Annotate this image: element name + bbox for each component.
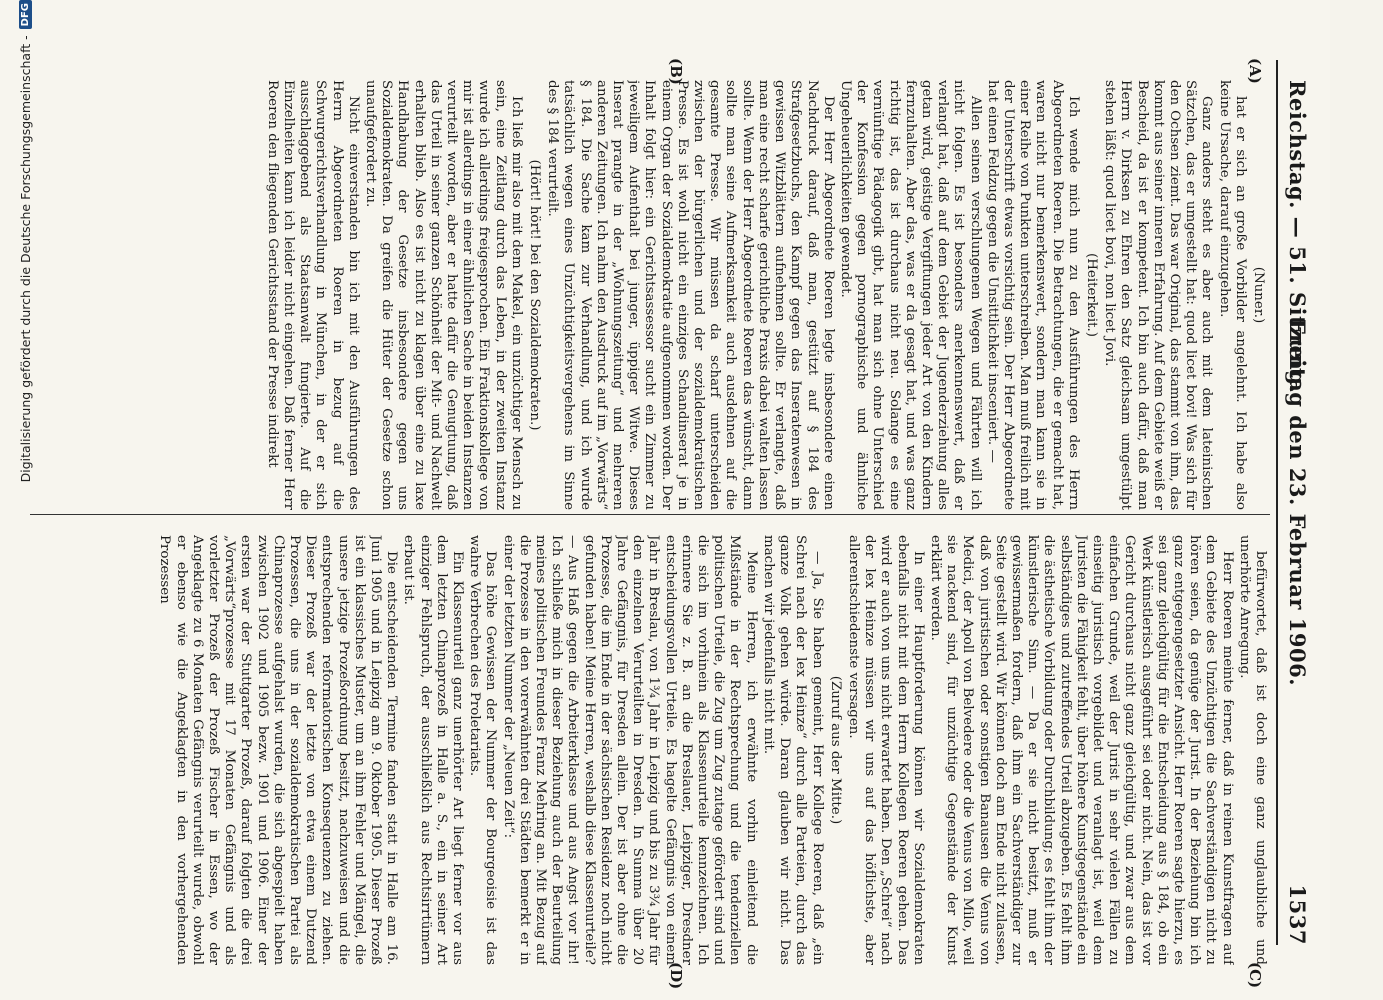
margin-mark-c: (C) [1246,962,1264,989]
interjection: (Zuruf aus der Mitte.) [827,675,843,825]
paragraph: befürwortet, daß ist doch eine ganz unglaubliche und unerhörte Anregung. [1236,535,1268,965]
header-session: Reichstag. — 51. Sitzung. [1285,80,1310,394]
column-divider [30,514,1270,515]
paragraph: — Ja, Sie haben gemeint, Herr Kollege Roeren, daß „ein Schrei nach der lex Heinze“ durch alle Parteien, durch das ganze Volk gehen würde. Daran glauben wir nicht. Das machen wir jedenfalls nicht mit. [760,535,825,965]
left-column [28,80,1268,510]
paragraph: Nicht einverstanden bin ich mit den Ausführungen des Herrn Abgeordneten Roeren in bezug auf die Schwurgerichtsverhandlung in München, in der er sich ausschlaggebend als Staatsanwalt fungierte. Auf die Einzelheiten kann ich leider nicht eingehen. Daß ferner Herr Roeren den fliegenden Gerichtsstand der Presse indirekt [264,80,361,510]
paragraph: Ganz anders steht es aber auch mit dem lateinischen Sätzchen, das er umgestellt hat: quod licet bovi! Was sich für den Ochsen ziemt. Das war Original, das stammt von ihm, das kommt aus seiner inneren Erfahrung. Auf dem Gebiete weiß er Bescheid, da ist er kompetent. Ich bin auch dafür, daß man Herrn v. Dirksen zu Ehren den Satz gleichsam umgestülpt stehen läßt: quod licet bovi, non licet Jovi. [1102,80,1215,510]
paragraph: hat er sich an große Vorbilder angelehnt. Ich habe also keine Ursache, darauf einzugehen. [1216,80,1248,510]
margin-mark-d: (D) [667,962,685,990]
speaker-label: (Nuner.) [1251,266,1266,324]
paragraph: Meine Herren, ich erwähnte vorhin einleitend die Mißstände in der Rechtsprechung und die tendenziellen politischen Urteile, die Zug um Zug zutage gefördert sind und die sich im vorhinein als Klassenurteile kennzeichnen. Ich erinnere Sie z. B. an die Breslauer, Leipziger, Dresdner entscheidungsvollen Urteile. Es hagelte Gefängnis von einem Jahr in Breslau, von 1¾ Jahr in Leipzig und bis zu 3¾ Jahr für den einzelnen Verurteilten in Dresden. In Summa über 20 Jahre Gefängnis, für Dresden allein. Der ist aber ohne die Prozesse, die im Ende in der sächsischen Residenz noch nicht gefunden haben! Meine Herren, weshalb diese Klassenurteile? — Aus Haß gegen die Arbeiterklasse und aus Angst vor ihr! Ich schließe mich in dieser Beziehung auch der Beurteilung meines politischen Freundes Franz Mehring an. Mit Bezug auf die Prozesse in den vorerwähnten drei Städten bemerkt er in einer der letzten Nummer der „Neuen Zeit“: [500,535,759,965]
footer-text: Digitalisierung gefördert durch die Deutsche Forschungsgemeinschaft - [17,35,33,483]
dfg-logo: DFG [19,0,32,29]
paragraph: Allen seinen verschlungenen Wegen und Fährten will ich nicht folgen. Es ist besonders anerkennenswert, daß er verlangt hat, daß auf dem Gebiet der Jugenderziehung alles getan wird, geistige Vergiftungen jeder Art von den Kindern fernzuhalten. Aber das, was er da gesagt hat, und was ganz richtig ist, das ist durchaus nicht neu. Solange es eine vernünftige Pädagogik gibt, hat man sich ohne Unterschied der Konfession gegen pornographische und ähnliche Ungeheuerlichkeiten gewendet. [837,80,983,510]
paragraph: Ein Klassenurteil ganz unerhörter Art liegt ferner vor aus dem letzten Chinaprozeß in Halle a. S., ein in seiner Art einziger Fehlspruch, der ausschließlich aus Rechtsirrtümern erbaut ist. [401,535,466,965]
paragraph: Der Herr Abgeordnete Roeren legte insbesondere einen Nachdruck darauf, daß man, gestützt auf § 184 des Strafgesetzbuchs, den Kampf gegen das Inseratenwesen in gewissen Witzblättern aufnehmen sollte. Er verlangte, daß man eine recht scharfe gerichtliche Praxis dabei walten lassen sollte. Wenn der Herr Abgeordnete Roeren das wünscht, dann sollte man seine Aufmerksamkeit auch ausdehnen auf die gesamte Presse. Wir müssen da scharf unterscheiden zwischen der bürgerlichen und der sozialdemokratischen Presse. Es ist wohl nicht ein einziges Schandinserat je in einem Organ der Sozialdemokratie aufgenommen worden. Der Inhalt folgt hier: ein Gerichtsassessor sucht ein Zimmer zu jeweiligem Aufenthalt bei junger, üppiger Witwe. Dieses Inserat prangte in der „Wohnungszeitung“ und mehreren anderen Zeitungen. Ich nahm den Ausdruck auf im „Vorwärts“ § 184. Die Sache kam zur Verhandlung, und ich wurde tatsächlich wegen eines Unzüchtigkeitsvergehens im Sinne des § 184 verurteilt. [545,80,836,510]
right-column [28,535,1268,965]
margin-mark-b: (B) [667,58,685,85]
interjection: (Heiterkeit.) [1083,253,1099,337]
margin-mark-a: (A) [1246,58,1264,84]
paragraph: Ich ließ mir also mit dem Makel, ein unzüchtiger Mensch zu sein, eine Zeitlang durch das Leben, in der zweiten Instanz wurde ich allerdings freigesprochen. Ein Fraktionskollege von mir ist allerdings in einer ähnlichen Sache in beiden Instanzen verurteilt worden, aber er hatte dafür die Genugtuung, daß das Urteil in seiner ganzen Schönheit der Mit- und Nachwelt erhalten blieb. Also es ist nicht zu klagen über eine zu laxe Handhabung der Gesetze insbesondere gegen uns Sozialdemokraten. Da greifen die Hüter der Gesetze schon unaufgefordert zu. [363,80,524,510]
paragraph: Herr Roeren meinte ferner, daß in reinen Kunstfragen auf dem Gebiete des Unzüchtigen die Sachverständigen nicht zu hören seien, da genüge der Jurist. In der Beziehung bin ich ganz entgegengesetzter Ansicht. Herr Roeren sagte hierzu, es sei ganz gleichgültig für die Entscheidung aus § 184, ob ein Werk künstlerisch ausgeführt sei oder nicht. Nein, das ist vor Gericht durchaus nicht ganz gleichgültig, und zwar aus dem einfachen Grunde, weil der Jurist in sehr vielen Fällen zu einseitig juristisch vorgebildet und veranlagt ist, weil dem Juristen die Fähigkeit fehlt, über höhere Kunstgegenstände ein selbständiges und zutreffendes Urteil abzugeben. Es fehlt ihm die ästhetische Vorbildung oder Durchbildung; es fehlt ihm der künstlerische Sinn. — Da er sie nicht besitzt, muß er gewissermaßen fordern, daß ihm ein Sachverständiger zur Seite gestellt wird. Wir können doch am Ende nicht zulassen, daß von juristischen oder sonstigen Banausen die Venus von Medici, der Apoll von Belvedere oder die Venus von Milo, weil sie nackend sind, für unzüchtige Gegenstände der Kunst erklärt werden. [927,535,1235,965]
digitization-footer [14,0,36,1000]
interjection: (Hört! hört! bei den Sozialdemokraten.) [527,159,543,431]
running-header [1278,60,1312,945]
paragraph: Die entscheidenden Termine fanden statt in Halle am 16. Juni 1905 und in Leipzig am 9. Oktober 1905. Dieser Prozeß ist ein klassisches Muster, um an ihm Fehler und Mängel, die unsere jetzige Prozeßordnung besitzt, nachzuweisen und die entsprechenden reformatorischen Konsequenzen zu ziehen. Dieser Prozeß war der letzte von etwa einem Dutzend Prozessen, die uns in der sozialdemokratischen Partei als Chinaprozesse aufgehalst wurden, die sich abgespielt haben zwischen 1902 und 1905 bezw. 1901 und 1906. Einer der ersten war der Stuttgarter Prozeß, darauf folgten die drei „Vorwärts“prozesse mit 17 Monaten Gefängnis und als vorletzter Prozeß der Prozeß Fischer in Essen, wo der Angeklagte zu 6 Monaten Gefängnis verurteilt wurde, obwohl er ebenso wie die Angeklagten in den vorhergehenden Prozessen [157,535,400,965]
header-rule [1276,60,1278,945]
paragraph: In einer Hauptforderung können wir Sozialdemokraten ebenfalls nicht mit dem Herrn Kollegen Roeren gehen. Das wird er auch von uns nicht erwartet haben. Den „Schrei“ nach der lex Heinze müssen wir uns auf das höflichste, aber allerentschiedenste versagen. [845,535,926,965]
paragraph: Ich wende mich nun zu den Ausführungen des Herrn Abgeordneten Roeren. Die Betrachtungen, die er gemacht hat, waren nicht nur bemerkenswert, sondern man kann sie in einer Reihe von Punkten unterschreiben. Man muß freilich mit der Unterschrift etwas vorsichtig sein. Der Herr Abgeordnete hat einen Feldzug gegen die Unsittlichkeit insceniert. — [984,80,1081,510]
header-date: Freitag den 23. Februar 1906. [1285,318,1310,687]
paragraph: Das höhe Gewissen der Nummer der Bourgeoisie ist das wahre Verbrechen des Proletariats. [467,535,499,965]
page-number: 1537 [1285,884,1310,945]
